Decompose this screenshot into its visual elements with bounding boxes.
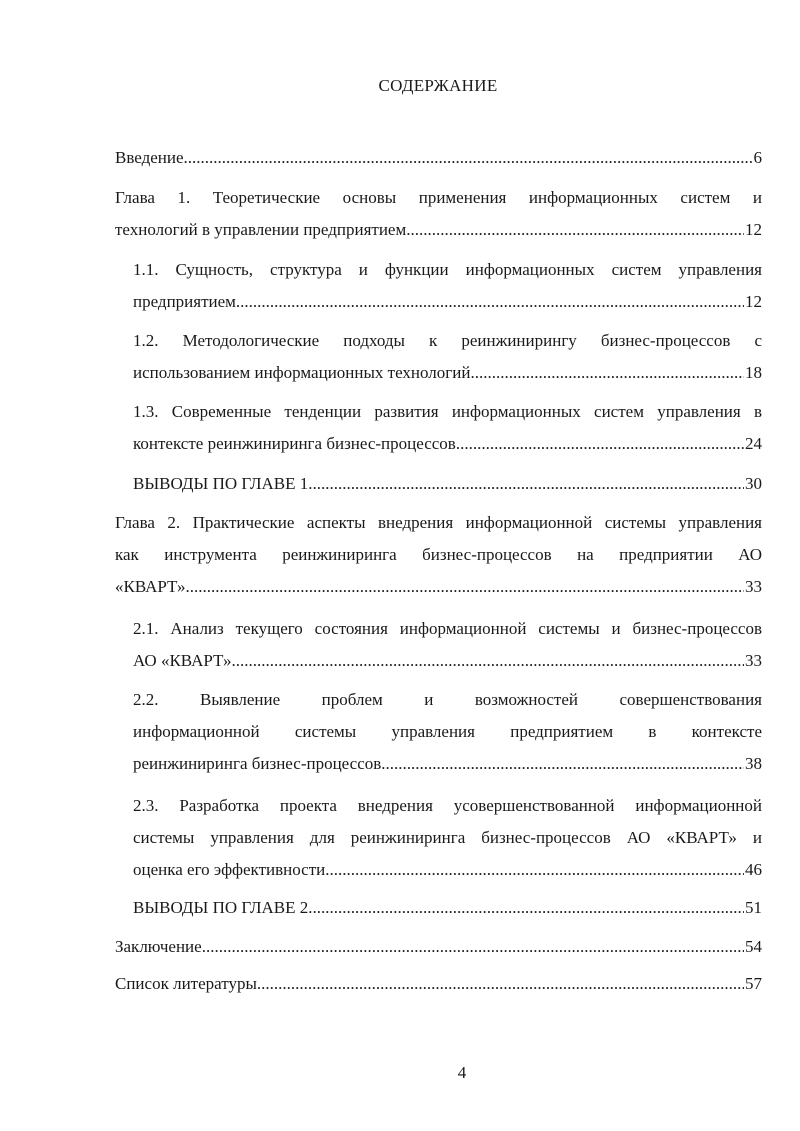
toc-entry-text: 1.1. Сущность, структура и функции информационных систем управления	[133, 260, 762, 279]
toc-entry[interactable]	[115, 142, 762, 174]
toc-entry-text: 2.3. Разработка проекта внедрения усовершенствованной информационной	[133, 796, 762, 815]
toc-page-number: 33	[745, 651, 762, 670]
toc-entry-text: 1.2. Методологические подходы к реинжинирингу бизнес-процессов с	[133, 331, 762, 350]
toc-entry[interactable]	[115, 182, 762, 246]
toc-page-number: 12	[745, 292, 762, 311]
toc-entry[interactable]	[115, 931, 762, 963]
toc-page-number: 18	[745, 363, 762, 382]
toc-entry[interactable]	[133, 254, 762, 318]
dot-leader	[308, 468, 744, 500]
toc-page-number: 54	[745, 937, 762, 956]
dot-leader	[186, 571, 745, 603]
toc-entry-text: ВЫВОДЫ ПО ГЛАВЕ 1	[133, 474, 309, 493]
toc-page-number: 24	[745, 434, 762, 453]
toc-entry[interactable]	[133, 468, 762, 500]
toc-entry-text: Список литературы	[115, 974, 257, 993]
toc-entry[interactable]	[133, 684, 762, 780]
toc-entry[interactable]	[133, 396, 762, 460]
page-number: 4	[457, 1063, 467, 1082]
dot-leader	[202, 931, 744, 963]
dot-leader	[308, 892, 744, 924]
toc-entry-text: предприятием	[133, 292, 236, 311]
dot-leader	[381, 748, 744, 780]
toc-entry-text: 2.1. Анализ текущего состояния информационной системы и бизнес-процессов	[133, 619, 762, 638]
dot-leader	[257, 968, 744, 1000]
toc-entry[interactable]	[133, 613, 762, 677]
toc-entry-text: 2.2. Выявление проблем и возможностей совершенствования	[133, 690, 762, 709]
toc-entry-text: АО «КВАРТ»	[133, 651, 232, 670]
toc-page-number: 12	[745, 220, 762, 239]
toc-entry-text: контексте реинжиниринга бизнес-процессов	[133, 434, 456, 453]
dot-leader	[325, 854, 744, 886]
toc-page-number: 6	[753, 148, 762, 167]
toc-entry-text: Введение	[115, 148, 184, 167]
toc-entry-text: «КВАРТ»	[115, 577, 186, 596]
toc-entry-text: технологий в управлении предприятием	[115, 220, 407, 239]
toc-entry-text: Глава 1. Теоретические основы применения информационных систем и	[115, 188, 762, 207]
toc-page-number: 51	[745, 898, 762, 917]
dot-leader	[406, 214, 744, 246]
toc-entry[interactable]	[115, 507, 762, 603]
toc-entry-text: системы управления для реинжиниринга бизнес-процессов АО «КВАРТ» и	[133, 828, 762, 847]
toc-entry-text: как инструмента реинжиниринга бизнес-процессов на предприятии АО	[115, 545, 762, 564]
dot-leader	[231, 645, 744, 677]
toc-page-number: 30	[745, 474, 762, 493]
toc-entry-text: 1.3. Современные тенденции развития информационных систем управления в	[133, 402, 762, 421]
toc-entry-text: оценка его эффективности	[133, 860, 326, 879]
toc-page-number: 33	[745, 577, 762, 596]
toc-entry-text: Глава 2. Практические аспекты внедрения информационной системы управления	[115, 513, 762, 532]
toc-entry-text: ВЫВОДЫ ПО ГЛАВЕ 2	[133, 898, 309, 917]
dot-leader	[184, 142, 753, 174]
dot-leader	[470, 357, 744, 389]
toc-entry[interactable]	[133, 325, 762, 389]
toc-page-number: 57	[745, 974, 762, 993]
dot-leader	[236, 286, 744, 318]
toc-entry-text: информационной системы управления предприятием в контексте	[133, 722, 762, 741]
toc-entry[interactable]	[133, 892, 762, 924]
toc-entry-text: использованием информационных технологий	[133, 363, 471, 382]
toc-entry[interactable]	[133, 790, 762, 886]
toc-entry[interactable]	[115, 968, 762, 1000]
toc-page-number: 46	[745, 860, 762, 879]
toc-page-number: 38	[745, 754, 762, 773]
dot-leader	[456, 428, 744, 460]
toc-entry-text: Заключение	[115, 937, 202, 956]
toc-entry-text: реинжиниринга бизнес-процессов	[133, 754, 382, 773]
toc-title: СОДЕРЖАНИЕ	[378, 76, 498, 95]
